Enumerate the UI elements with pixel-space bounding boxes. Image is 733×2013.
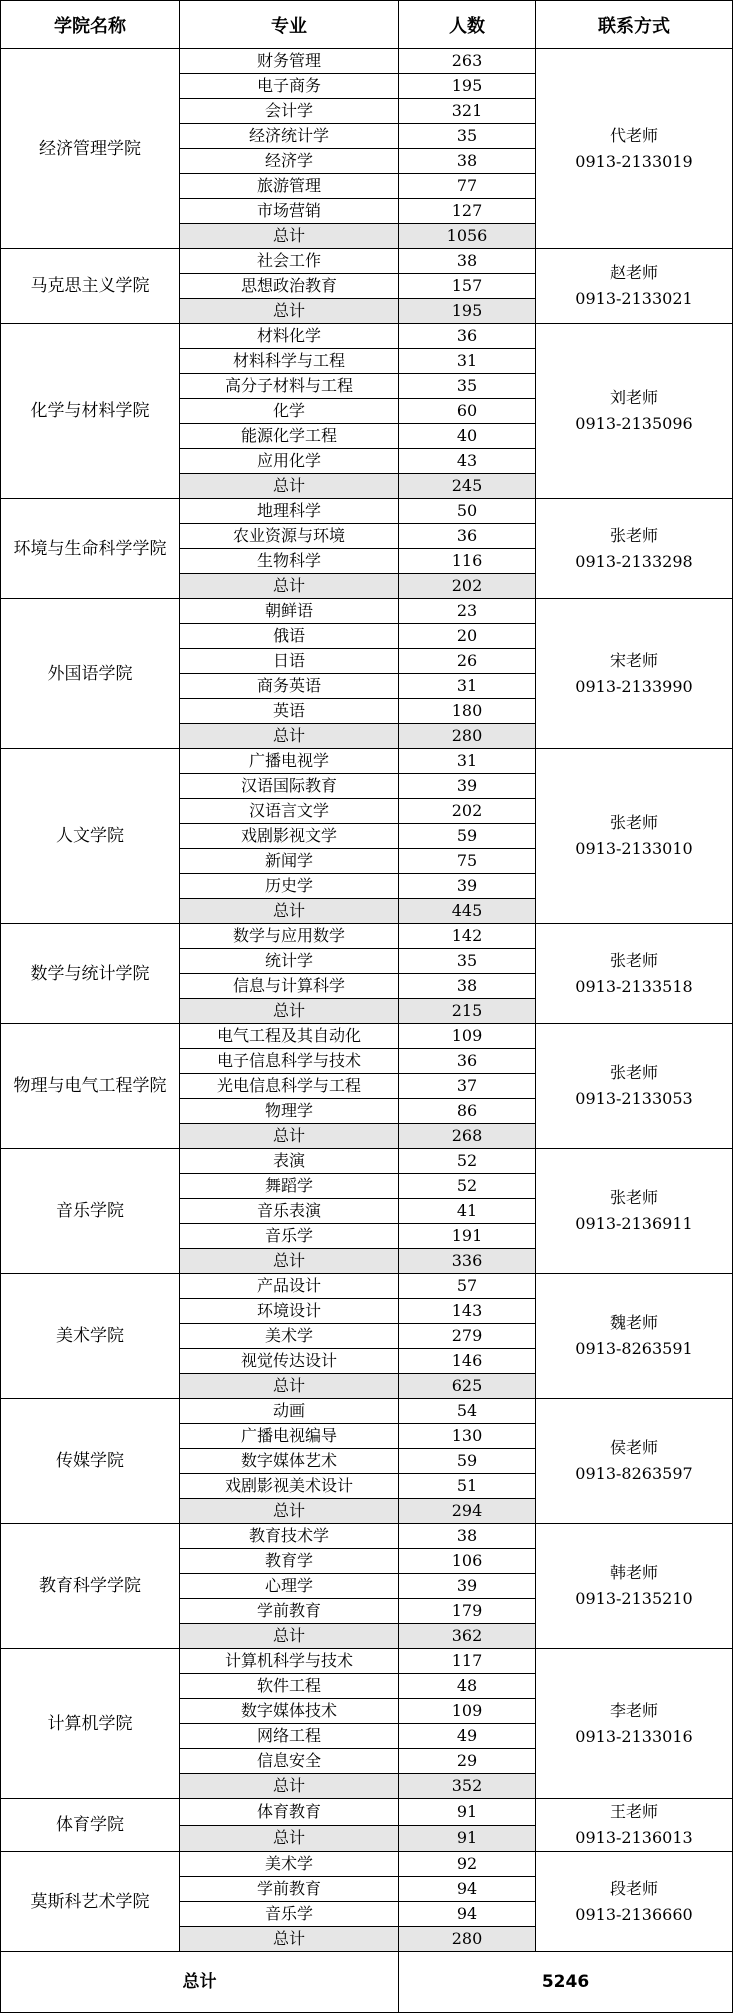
contact-phone: 0913-2133010	[575, 839, 693, 858]
major-count: 195	[399, 74, 536, 99]
contact-phone: 0913-2133016	[575, 1726, 693, 1746]
major-count: 38	[399, 249, 536, 274]
contact-phone: 0913-2136911	[575, 1214, 693, 1233]
contact-info	[536, 324, 733, 499]
major-name: 体育教育	[180, 1799, 399, 1826]
major-count: 36	[399, 324, 536, 349]
major-count: 279	[399, 1324, 536, 1349]
major-name: 旅游管理	[180, 174, 399, 199]
major-name: 戏剧影视美术设计	[180, 1474, 399, 1499]
major-count: 40	[399, 424, 536, 449]
college-name: 外国语学院	[1, 599, 180, 749]
subtotal-label: 总计	[180, 1774, 399, 1799]
major-count: 36	[399, 1049, 536, 1074]
subtotal-value: 625	[399, 1374, 536, 1399]
major-name: 教育学	[180, 1549, 399, 1574]
major-count: 29	[399, 1749, 536, 1774]
contact-phone: 0913-2133990	[575, 676, 693, 696]
major-count: 116	[399, 549, 536, 574]
contact-info	[536, 1274, 733, 1399]
college-name: 马克思主义学院	[1, 249, 180, 324]
contact-info	[536, 1149, 733, 1274]
subtotal-label: 总计	[180, 299, 399, 324]
major-name: 电子信息科学与技术	[180, 1049, 399, 1074]
subtotal-label: 总计	[180, 1374, 399, 1399]
subtotal-label: 总计	[180, 574, 399, 599]
major-count: 94	[399, 1877, 536, 1902]
major-count: 142	[399, 924, 536, 949]
major-count: 60	[399, 399, 536, 424]
major-name: 广播电视编导	[180, 1424, 399, 1449]
major-name: 环境设计	[180, 1299, 399, 1324]
major-name: 视觉传达设计	[180, 1349, 399, 1374]
major-count: 38	[399, 149, 536, 174]
major-count: 52	[399, 1174, 536, 1199]
contact-info	[536, 499, 733, 599]
contact-info	[536, 1852, 733, 1952]
contact-info	[536, 1799, 733, 1852]
major-count: 35	[399, 374, 536, 399]
contact-teacher: 张老师	[609, 950, 658, 970]
major-count: 38	[399, 974, 536, 999]
major-name: 音乐学	[180, 1902, 399, 1927]
subtotal-value: 215	[399, 999, 536, 1024]
major-count: 35	[399, 949, 536, 974]
major-count: 43	[399, 449, 536, 474]
major-name: 电子商务	[180, 74, 399, 99]
major-count: 143	[399, 1299, 536, 1324]
major-count: 77	[399, 174, 536, 199]
subtotal-label: 总计	[180, 999, 399, 1024]
major-count: 179	[399, 1599, 536, 1624]
contact-teacher: 张老师	[609, 525, 658, 545]
major-row	[1, 324, 733, 349]
major-count: 106	[399, 1549, 536, 1574]
contact-teacher: 韩老师	[609, 1563, 658, 1582]
major-name: 电气工程及其自动化	[180, 1024, 399, 1049]
contact-info	[536, 49, 733, 249]
major-count: 50	[399, 499, 536, 524]
major-count: 57	[399, 1274, 536, 1299]
subtotal-value: 1056	[399, 224, 536, 249]
major-count: 35	[399, 124, 536, 149]
major-name: 经济学	[180, 149, 399, 174]
major-name: 农业资源与环境	[180, 524, 399, 549]
major-name: 产品设计	[180, 1274, 399, 1299]
contact-teacher: 王老师	[609, 1802, 658, 1821]
major-name: 光电信息科学与工程	[180, 1074, 399, 1099]
major-name: 数字媒体技术	[180, 1699, 399, 1724]
subtotal-label: 总计	[180, 724, 399, 749]
major-count: 49	[399, 1724, 536, 1749]
major-count: 75	[399, 849, 536, 874]
major-name: 材料化学	[180, 324, 399, 349]
major-name: 地理科学	[180, 499, 399, 524]
major-count: 54	[399, 1399, 536, 1424]
subtotal-value: 195	[399, 299, 536, 324]
contact-teacher: 张老师	[609, 813, 658, 832]
major-count: 109	[399, 1699, 536, 1724]
major-row	[1, 1149, 733, 1174]
major-name: 日语	[180, 649, 399, 674]
major-name: 市场营销	[180, 199, 399, 224]
college-name: 传媒学院	[1, 1399, 180, 1524]
subtotal-label: 总计	[180, 899, 399, 924]
major-name: 计算机科学与技术	[180, 1649, 399, 1674]
major-name: 网络工程	[180, 1724, 399, 1749]
contact-teacher: 赵老师	[609, 263, 658, 282]
header-row	[1, 1, 733, 49]
header-contact: 联系方式	[536, 1, 733, 49]
major-name: 表演	[180, 1149, 399, 1174]
contact-phone: 0913-2133019	[575, 151, 693, 171]
contact-phone: 0913-2135210	[575, 1589, 693, 1608]
major-row	[1, 1399, 733, 1424]
major-name: 商务英语	[180, 674, 399, 699]
major-name: 会计学	[180, 99, 399, 124]
contact-phone: 0913-2135096	[575, 414, 693, 433]
major-count: 191	[399, 1224, 536, 1249]
major-row	[1, 1024, 733, 1049]
subtotal-value: 352	[399, 1774, 536, 1799]
major-row	[1, 924, 733, 949]
major-name: 应用化学	[180, 449, 399, 474]
contact-phone: 0913-2136660	[575, 1904, 693, 1924]
college-name: 环境与生命科学学院	[1, 499, 180, 599]
major-name: 新闻学	[180, 849, 399, 874]
major-row	[1, 499, 733, 524]
contact-info	[536, 599, 733, 749]
grand-total-row	[1, 1952, 733, 2013]
college-name: 计算机学院	[1, 1649, 180, 1799]
major-count: 31	[399, 749, 536, 774]
college-name: 教育科学学院	[1, 1524, 180, 1649]
header-college: 学院名称	[1, 1, 180, 49]
contact-phone: 0913-8263597	[575, 1464, 693, 1483]
contact-teacher: 李老师	[609, 1700, 658, 1720]
contact-phone: 0913-2133021	[575, 289, 693, 308]
major-name: 广播电视学	[180, 749, 399, 774]
major-name: 学前教育	[180, 1599, 399, 1624]
major-count: 321	[399, 99, 536, 124]
contact-info	[536, 249, 733, 324]
subtotal-label: 总计	[180, 1499, 399, 1524]
major-name: 思想政治教育	[180, 274, 399, 299]
contact-teacher: 张老师	[609, 1063, 658, 1082]
major-count: 109	[399, 1024, 536, 1049]
major-count: 86	[399, 1099, 536, 1124]
major-name: 高分子材料与工程	[180, 374, 399, 399]
contact-info	[536, 1649, 733, 1799]
subtotal-value: 445	[399, 899, 536, 924]
major-row	[1, 1649, 733, 1674]
major-name: 统计学	[180, 949, 399, 974]
major-name: 历史学	[180, 874, 399, 899]
major-name: 信息与计算科学	[180, 974, 399, 999]
major-name: 财务管理	[180, 49, 399, 74]
major-name: 俄语	[180, 624, 399, 649]
major-count: 48	[399, 1674, 536, 1699]
college-name: 莫斯科艺术学院	[1, 1852, 180, 1952]
major-name: 汉语国际教育	[180, 774, 399, 799]
major-name: 经济统计学	[180, 124, 399, 149]
major-count: 39	[399, 774, 536, 799]
contact-teacher: 张老师	[609, 1188, 658, 1207]
contact-teacher: 段老师	[609, 1878, 658, 1898]
subtotal-value: 294	[399, 1499, 536, 1524]
subtotal-value: 280	[399, 1927, 536, 1952]
major-count: 146	[399, 1349, 536, 1374]
major-name: 物理学	[180, 1099, 399, 1124]
contact-info	[536, 1024, 733, 1149]
contact-phone: 0913-8263591	[575, 1339, 693, 1358]
major-name: 美术学	[180, 1324, 399, 1349]
major-count: 130	[399, 1424, 536, 1449]
major-name: 能源化学工程	[180, 424, 399, 449]
major-name: 戏剧影视文学	[180, 824, 399, 849]
subtotal-label: 总计	[180, 224, 399, 249]
subtotal-value: 362	[399, 1624, 536, 1649]
subtotal-label: 总计	[180, 1249, 399, 1274]
subtotal-label: 总计	[180, 1124, 399, 1149]
major-count: 39	[399, 1574, 536, 1599]
major-count: 127	[399, 199, 536, 224]
major-count: 263	[399, 49, 536, 74]
major-count: 91	[399, 1799, 536, 1826]
major-count: 157	[399, 274, 536, 299]
contact-phone: 0913-2133298	[575, 551, 693, 571]
major-name: 舞蹈学	[180, 1174, 399, 1199]
contact-teacher: 宋老师	[609, 650, 658, 670]
college-name: 化学与材料学院	[1, 324, 180, 499]
major-row	[1, 249, 733, 274]
major-count: 59	[399, 1449, 536, 1474]
contact-teacher: 代老师	[609, 125, 658, 145]
major-name: 软件工程	[180, 1674, 399, 1699]
college-name: 数学与统计学院	[1, 924, 180, 1024]
major-row	[1, 599, 733, 624]
major-name: 教育技术学	[180, 1524, 399, 1549]
subtotal-value: 245	[399, 474, 536, 499]
contact-info	[536, 749, 733, 924]
subtotal-label: 总计	[180, 1927, 399, 1952]
major-row	[1, 1852, 733, 1877]
major-count: 23	[399, 599, 536, 624]
subtotal-value: 336	[399, 1249, 536, 1274]
major-name: 信息安全	[180, 1749, 399, 1774]
major-name: 心理学	[180, 1574, 399, 1599]
contact-phone: 0913-2133518	[575, 976, 693, 996]
major-row	[1, 749, 733, 774]
major-name: 音乐表演	[180, 1199, 399, 1224]
major-row	[1, 49, 733, 74]
major-row	[1, 1274, 733, 1299]
major-name: 英语	[180, 699, 399, 724]
table-body	[1, 49, 733, 1952]
header-major: 专业	[180, 1, 399, 49]
contact-info	[536, 1399, 733, 1524]
college-name: 人文学院	[1, 749, 180, 924]
grand-total-value: 5246	[399, 1952, 733, 2013]
major-name: 学前教育	[180, 1877, 399, 1902]
subtotal-label: 总计	[180, 474, 399, 499]
college-name: 经济管理学院	[1, 49, 180, 249]
college-name: 物理与电气工程学院	[1, 1024, 180, 1149]
major-count: 36	[399, 524, 536, 549]
major-name: 美术学	[180, 1852, 399, 1877]
contact-info	[536, 924, 733, 1024]
major-count: 20	[399, 624, 536, 649]
major-name: 材料科学与工程	[180, 349, 399, 374]
college-name: 音乐学院	[1, 1149, 180, 1274]
college-name: 美术学院	[1, 1274, 180, 1399]
contact-teacher: 魏老师	[609, 1313, 658, 1332]
major-row	[1, 1524, 733, 1549]
subtotal-value: 91	[399, 1825, 536, 1852]
major-count: 51	[399, 1474, 536, 1499]
major-name: 化学	[180, 399, 399, 424]
major-name: 动画	[180, 1399, 399, 1424]
major-count: 38	[399, 1524, 536, 1549]
contact-phone: 0913-2136013	[575, 1828, 693, 1847]
major-name: 数字媒体艺术	[180, 1449, 399, 1474]
major-count: 31	[399, 349, 536, 374]
subtotal-value: 202	[399, 574, 536, 599]
major-count: 117	[399, 1649, 536, 1674]
grand-total-label: 总计	[1, 1952, 399, 2013]
subtotal-value: 280	[399, 724, 536, 749]
contact-info	[536, 1524, 733, 1649]
contact-teacher: 侯老师	[609, 1438, 658, 1457]
major-name: 朝鲜语	[180, 599, 399, 624]
major-count: 180	[399, 699, 536, 724]
major-count: 31	[399, 674, 536, 699]
contact-teacher: 刘老师	[609, 388, 658, 407]
subtotal-label: 总计	[180, 1825, 399, 1852]
major-name: 社会工作	[180, 249, 399, 274]
major-count: 59	[399, 824, 536, 849]
major-count: 37	[399, 1074, 536, 1099]
major-count: 26	[399, 649, 536, 674]
major-name: 生物科学	[180, 549, 399, 574]
major-name: 音乐学	[180, 1224, 399, 1249]
major-count: 92	[399, 1852, 536, 1877]
contact-phone: 0913-2133053	[575, 1089, 693, 1108]
college-name: 体育学院	[1, 1799, 180, 1852]
major-name: 汉语言文学	[180, 799, 399, 824]
major-row	[1, 1799, 733, 1826]
subtotal-label: 总计	[180, 1624, 399, 1649]
major-count: 41	[399, 1199, 536, 1224]
header-count: 人数	[399, 1, 536, 49]
major-count: 39	[399, 874, 536, 899]
major-count: 52	[399, 1149, 536, 1174]
major-count: 94	[399, 1902, 536, 1927]
subtotal-value: 268	[399, 1124, 536, 1149]
major-count: 202	[399, 799, 536, 824]
major-name: 数学与应用数学	[180, 924, 399, 949]
